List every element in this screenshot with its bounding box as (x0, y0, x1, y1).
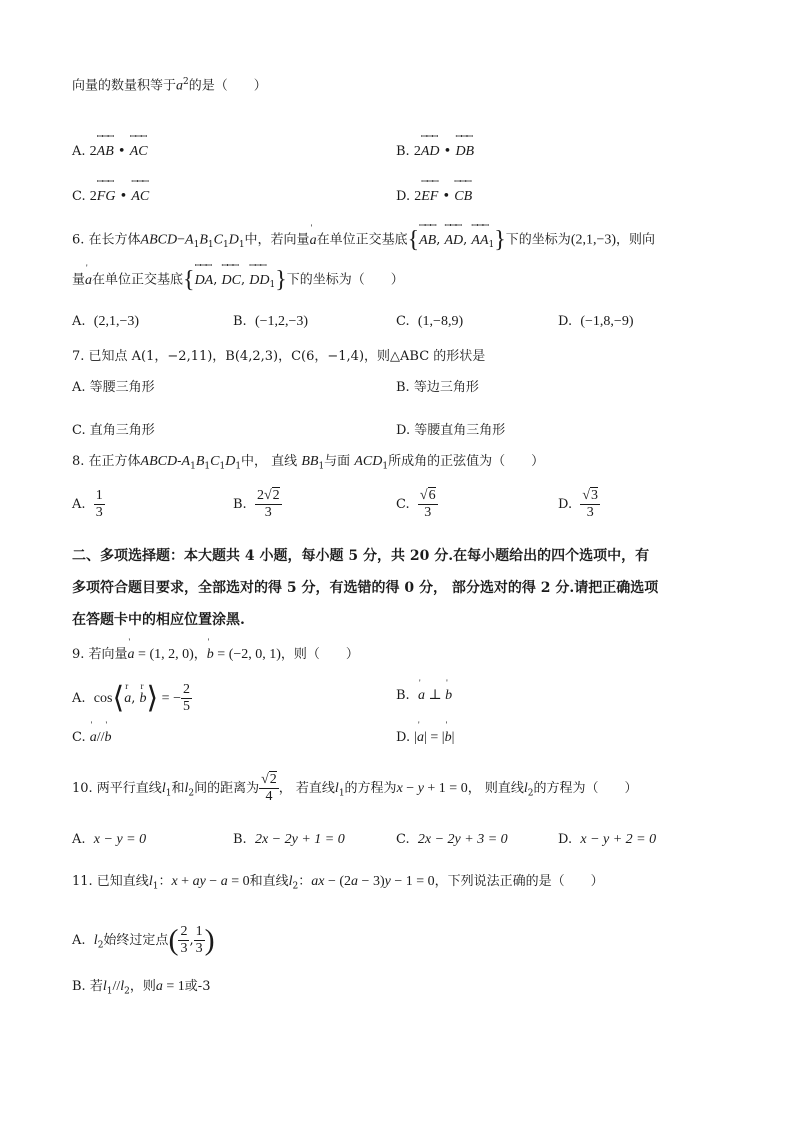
q10-stem: 10. 两平行直线$l_1$和$l_2$间的距离为 $\frac{√2}{4}$ ， 若直线$l_1$的方程为x − y + 1 = 0， 则直线$l_2$的方程为（ ） (72, 772, 638, 804)
q6-option-c: C. (1,−8,9) (396, 314, 464, 329)
q5-stem: 向量的数量积等于$a^2$的是（ ） (72, 77, 267, 94)
q5-option-c: C. 2 ꟷꟷꟷ FG • ꟷꟷꟷ AC (72, 177, 150, 204)
q5-option-d: D. 2 ꟷꟷꟷ EF • ꟷꟷꟷ CB (396, 177, 473, 204)
q8-option-a: A. $\frac{1}{3}$ (72, 488, 103, 520)
section2-heading-line1: 二、多项选择题：本大题共 4 小题，每小题 5 分，共 20 分.在每小题给出的四个选项中，有 (72, 548, 650, 564)
q11-option-b: B. 若$l_1//l_2$，则a = 1或-3 (72, 979, 211, 997)
q8-stem: 8. 在正方体ABCD-$A_1B_1C_1D_1$中， 直线 $BB_1$与面 $ACD_1$所成角的正弦值为（ ） (72, 454, 545, 472)
q6-option-a: A. (2,1,−3) (72, 314, 140, 329)
q7-option-a: A. 等腰三角形 (72, 380, 155, 395)
q9-option-a: A. cos⟨ r a, r b⟩ = − $\frac{2}{5}$ (72, 681, 190, 715)
q6-stem-line1: 6. 在长方体$ABCD-A_1B_1C_1D_1$中，若向量 ' a在单位正交基底{ ꟷꟷꟷ AB, ꟷꟷꟷ AD, ꟷꟷꟷ $AA_1$}下的坐标为(2,1,−3)，则向 (72, 220, 656, 253)
q8-option-b: B. $\frac{2√2}{3}$ (233, 488, 280, 520)
q6-stem-line2: 量 ' a在单位正交基底{ ꟷꟷꟷ DA, ꟷꟷꟷ DC, ꟷꟷꟷ $DD_1$}下的坐标为（ ） (72, 260, 404, 293)
q10-option-a: A. x − y = 0 (72, 832, 147, 847)
q8-option-d: D. $\frac{√3}{3}$ (558, 488, 599, 520)
q5-option-b: B. 2 ꟷꟷꟷ AD • ꟷꟷꟷ DB (396, 132, 475, 159)
q7-stem: 7. 已知点 A(1，−2,11)，B(4,2,3)，C(6，−1,4)，则△ABC 的形状是 (72, 349, 486, 364)
q5-option-a: A. 2 ꟷꟷꟷ AB • ꟷꟷꟷ AC (72, 132, 148, 159)
q11-option-a: A. $l_2$始终过定点( $\frac{2}{3}$ , $\frac{1}{3}$ ) (72, 923, 215, 957)
q9-stem: 9. 若向量 ' a = (1, 2, 0)， ' b = (−2, 0, 1)，则（ ） (72, 637, 359, 662)
q6-option-b: B. (−1,2,−3) (233, 314, 309, 329)
q11-stem: 11. 已知直线$l_1$：x + ay − a = 0和直线$l_2$：ax − (2a − 3)y − 1 = 0，下列说法正确的是（ ） (72, 874, 604, 892)
q10-option-b: B. 2x − 2y + 1 = 0 (233, 832, 345, 847)
q7-option-b: B. 等边三角形 (396, 380, 479, 395)
section2-heading-line3: 在答题卡中的相应位置涂黑. (72, 612, 245, 628)
q9-option-b: B. ' a ⊥ ' b (396, 678, 453, 703)
q7-option-d: D. 等腰直角三角形 (396, 423, 506, 438)
q9-option-c: C. ' a// ' b (72, 720, 112, 745)
q7-option-c: C. 直角三角形 (72, 423, 155, 438)
q9-option-d: D. | ' a| = | ' b| (396, 720, 455, 745)
q10-option-c: C. 2x − 2y + 3 = 0 (396, 832, 508, 847)
q6-option-d: D. (−1,8,−9) (558, 314, 634, 329)
section2-heading-line2: 多项符合题目要求，全部选对的得 5 分，有选错的得 0 分， 部分选对的得 2 分.请把正确选项 (72, 580, 659, 596)
q5-option-a-expr: 2 (89, 144, 97, 159)
q10-option-d: D. x − y + 2 = 0 (558, 832, 657, 847)
q8-option-c: C. $\frac{√6}{3}$ (396, 488, 436, 520)
